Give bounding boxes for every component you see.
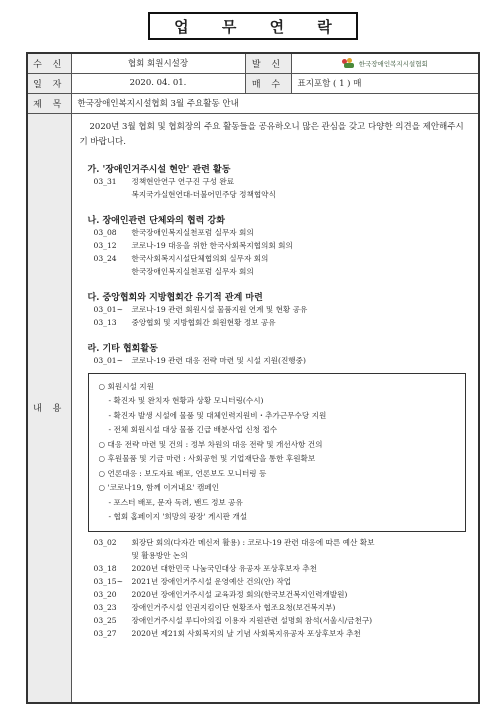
content-label: 내 용 bbox=[27, 113, 71, 703]
list-item: 한국장애인복지실천포럼 실무자 회의 bbox=[131, 266, 254, 276]
org-logo-icon bbox=[342, 58, 356, 69]
box-line: - 확진자 및 완치자 현황과 상황 모니터링(수시) bbox=[108, 396, 264, 405]
org-logo bbox=[292, 58, 479, 69]
list-item: 03_18 2020년 대한민국 나눔국민대상 유공자 포상후보자 추천 bbox=[93, 563, 317, 573]
intro-paragraph: 2020년 3월 협회 및 협회장의 주요 활동들을 공유하오니 많은 관심을 갖고 다양한 의견을 제안해주시기 바랍니다. bbox=[79, 121, 464, 147]
list-item: 03_01~ 코로나-19 관련 대응 전략 마련 및 시설 지원(진행중) bbox=[93, 355, 306, 365]
sender-logo-cell bbox=[291, 53, 479, 73]
section-title: 라. 기타 협회활동 bbox=[87, 343, 158, 354]
box-line: - 포스터 배포, 문자 독려, 밴드 정보 공유 bbox=[108, 497, 243, 507]
box-line: ○ 회원시설 지원 bbox=[98, 381, 154, 391]
pages-label: 매 수 bbox=[245, 73, 291, 93]
box-line: ○ 대응 전략 마련 및 건의 : 정부 차원의 대응 전략 및 개선사항 건의 bbox=[98, 439, 323, 449]
content-body bbox=[71, 113, 479, 703]
sender-label: 발 신 bbox=[245, 53, 291, 73]
list-item: 03_12 코로나-19 대응을 위한 한국사회복지협의회 회의 bbox=[93, 240, 293, 250]
list-item: 03_13 중앙협회 및 지방협회간 회원현황 정보 공유 bbox=[93, 317, 276, 327]
recipient-value: 협회 회원시설장 bbox=[71, 53, 245, 73]
date-value: 2020. 04. 01. bbox=[71, 73, 245, 93]
list-item: 03_02 회장단 회의(다자간 메신저 활용) : 코로나-19 관련 대응에 따른 예산 확보 bbox=[93, 537, 375, 547]
list-item: 03_01~ 코로나-19 관련 회원시설 물품지원 연계 및 현황 공유 bbox=[93, 304, 308, 314]
list-item: 복지국가실현연대-더불어민주당 정책협약식 bbox=[131, 189, 276, 199]
list-item: 03_27 2020년 제21회 사회복지의 날 기념 사회복지유공자 포상후보자 추천 bbox=[93, 628, 361, 638]
section-title: 가. '장애인거주시설 현안' 관련 활동 bbox=[87, 164, 231, 175]
box-line: - 전체 회원시설 대상 물품 긴급 배분사업 신청 접수 bbox=[108, 425, 278, 434]
subject-label: 제 목 bbox=[27, 93, 71, 113]
list-item: 03_08 한국장애인복지실천포럼 실무자 회의 bbox=[93, 227, 254, 237]
list-item: 03_31 정책현안연구 연구진 구성 완료 bbox=[93, 176, 235, 186]
list-item: 03_24 한국사회복지시설단체협의회 실무자 회의 bbox=[93, 253, 269, 263]
document-title: 업 무 연 락 bbox=[148, 12, 358, 40]
recipient-label: 수 신 bbox=[27, 53, 71, 73]
list-item: 03_15~ 2021년 장애인거주시설 운영예산 건의(안) 작업 bbox=[93, 576, 292, 586]
list-item: 03_25 장애인거주시설 루디아의집 이용자 지원관련 설명회 참석(서울시/금천구) bbox=[93, 615, 373, 625]
list-item: 03_23 장애인거주시설 인권지킴이단 현황조사 협조요청(보건복지부) bbox=[93, 602, 336, 612]
subject-value: 한국장애인복지시설협회 3월 주요활동 안내 bbox=[71, 93, 479, 113]
box-line: - 협회 홈페이지 '희망의 광장' 게시판 개설 bbox=[108, 512, 248, 521]
box-line: ○ 언론대응 : 보도자료 배포, 언론보도 모니터링 등 bbox=[98, 468, 267, 478]
pages-value: 표지포함 ( 1 ) 매 bbox=[291, 73, 479, 93]
section-title: 다. 중앙협회와 지방협회간 유기적 관계 마련 bbox=[87, 292, 263, 303]
list-item: 03_20 2020년 장애인거주시설 교육과정 회의(한국보건복지인력개발원) bbox=[93, 589, 348, 599]
support-detail-box bbox=[88, 373, 467, 532]
box-line: ○ 후원물품 및 기금 마련 : 사회공헌 및 기업재단을 통한 후원확보 bbox=[98, 454, 316, 463]
box-line: ○ '코로나19, 함께 이겨내요' 캠페인 bbox=[98, 483, 220, 492]
org-logo-text: 한국장애인복지시설협회 bbox=[358, 59, 428, 68]
section-title: 나. 장애인관련 단체와의 협력 강화 bbox=[87, 215, 225, 226]
date-label: 일 자 bbox=[27, 73, 71, 93]
list-item-continuation: 및 활용방안 논의 bbox=[131, 550, 188, 560]
box-line: - 확진자 발생 시설에 물품 및 대체인력지원비・추가근무수당 지원 bbox=[108, 410, 327, 420]
memo-form bbox=[26, 52, 480, 704]
